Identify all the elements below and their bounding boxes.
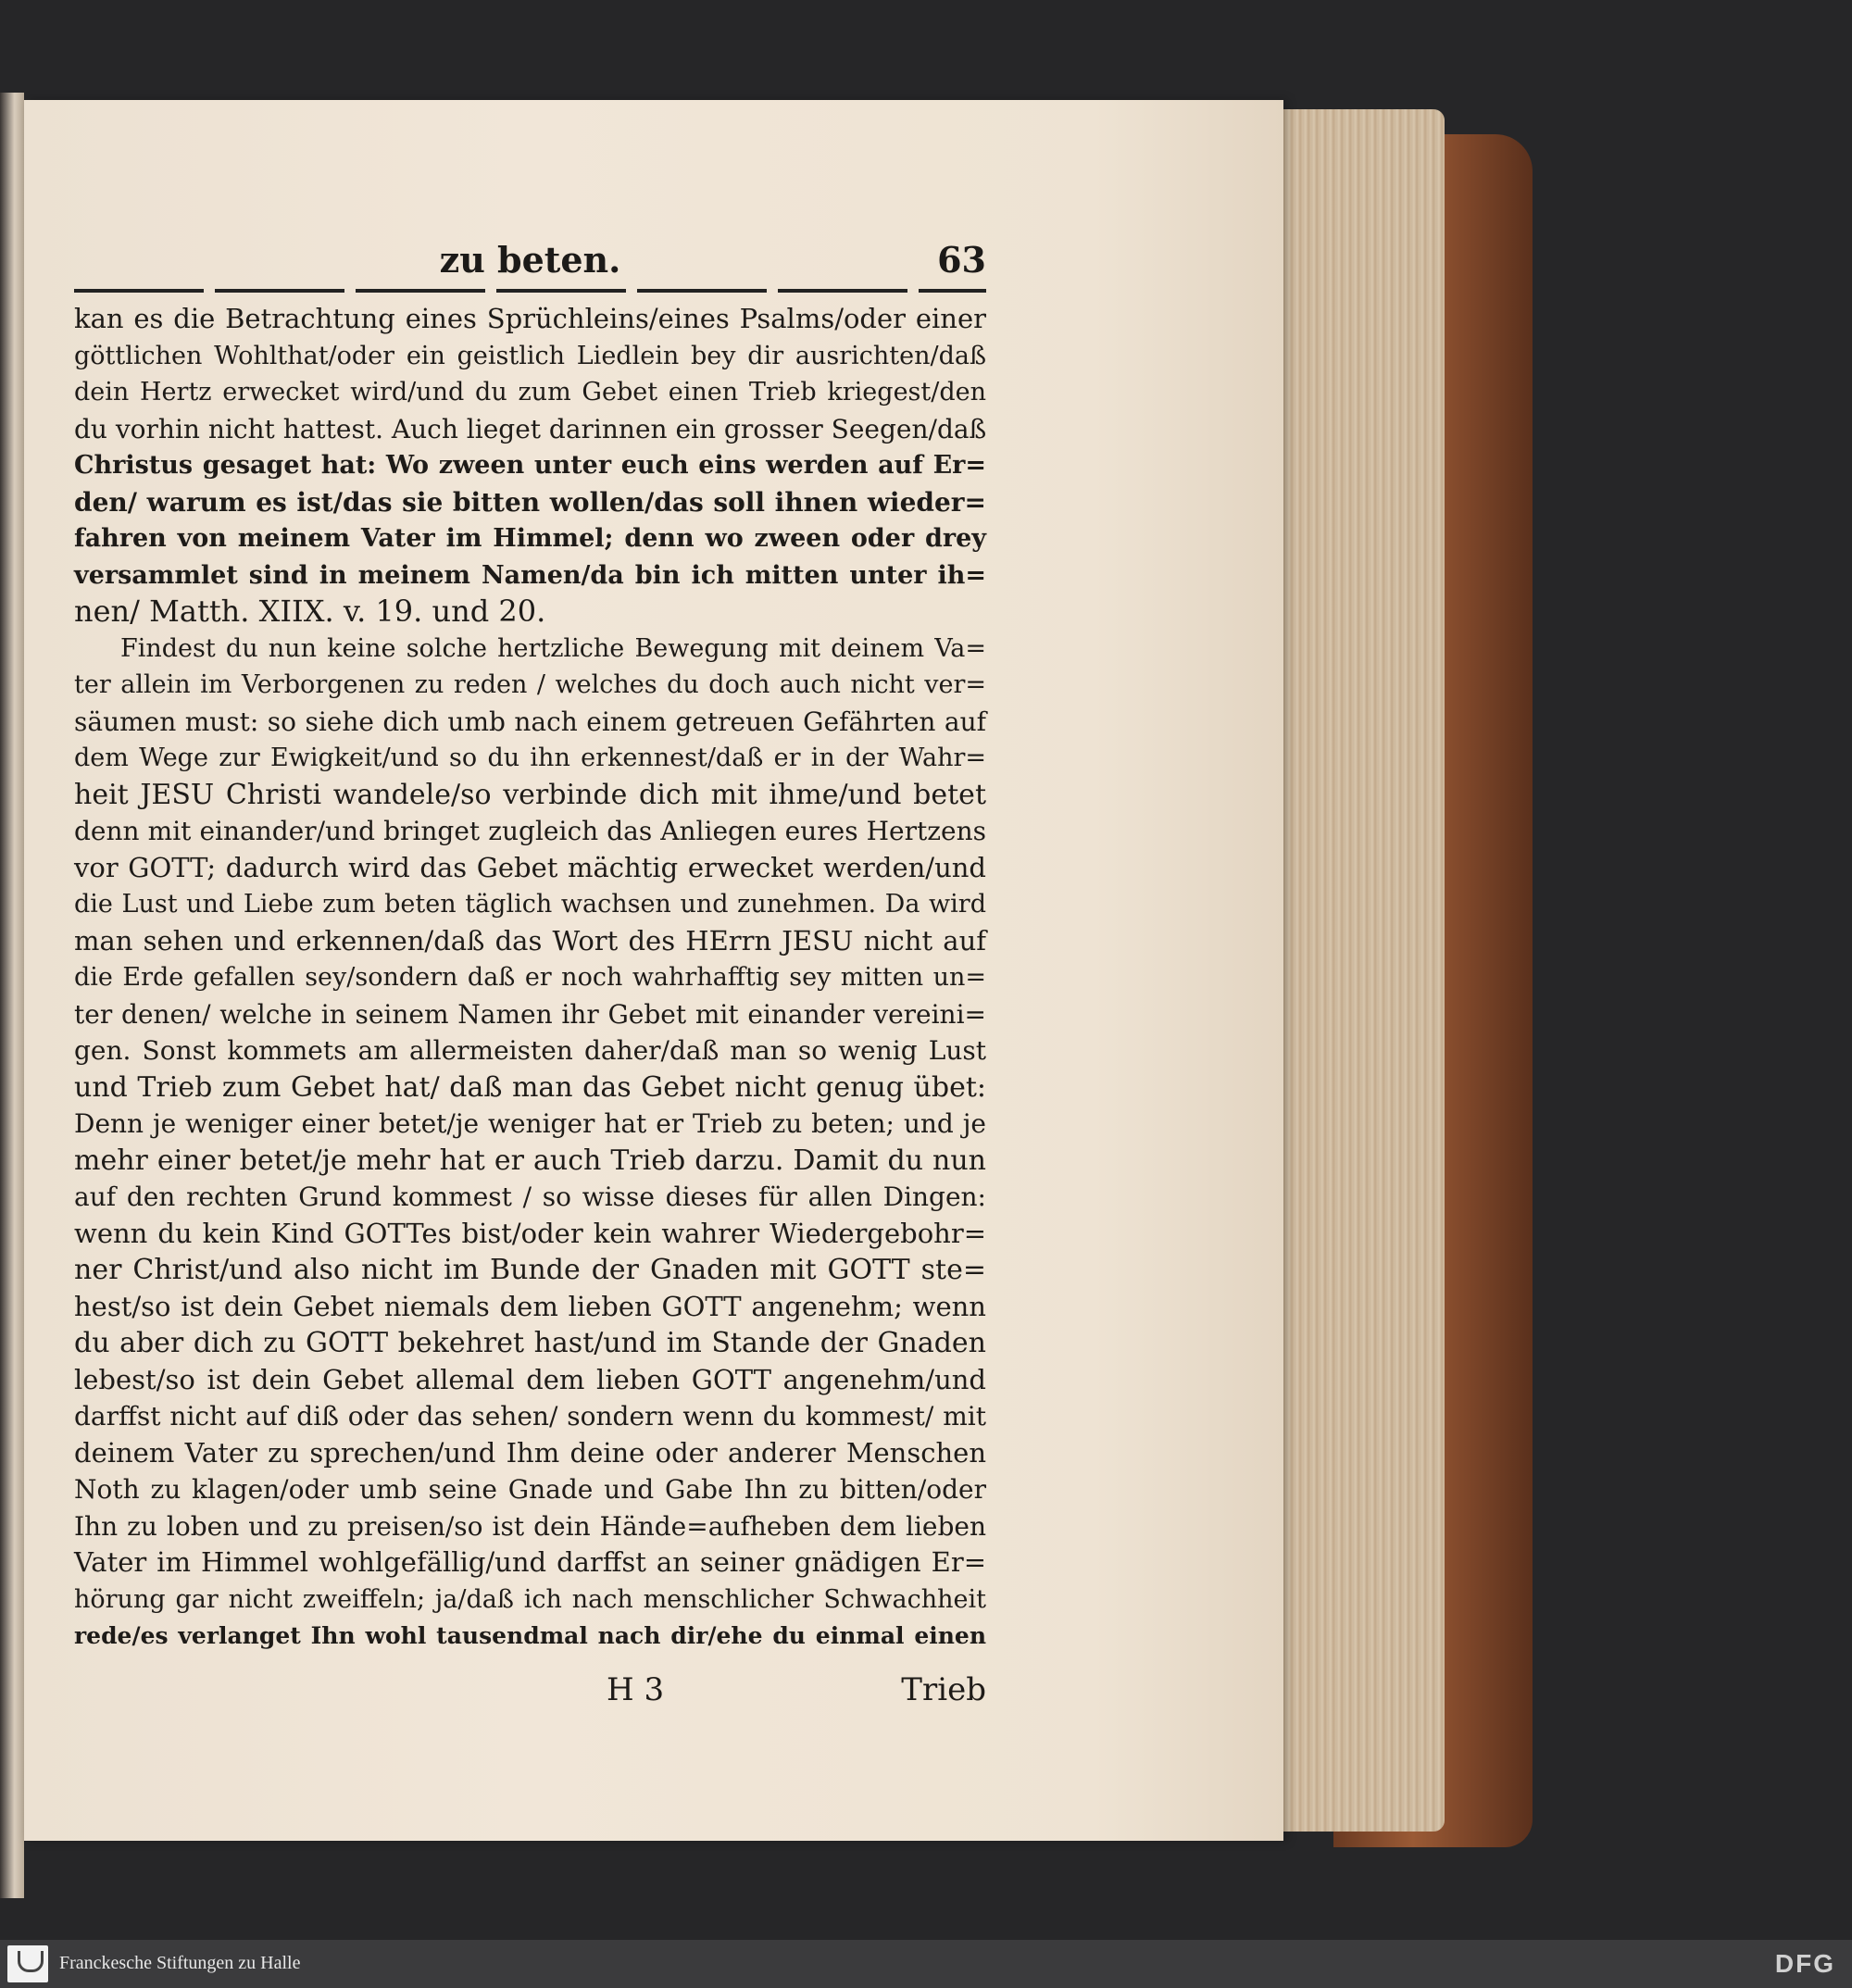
body-text: [74, 301, 986, 1655]
text-line: und Trieb zum Gebet hat/ daß man das Gebet nicht genug übet:: [74, 1070, 986, 1104]
text-line: du aber dich zu GOTT bekehret hast/und im Stande der Gnaden: [74, 1327, 986, 1359]
header-rule: [74, 289, 986, 293]
viewer-footer: [0, 1940, 1852, 1988]
text-line: den/ warum es ist/das sie bitten wollen/das soll ihnen wieder=: [74, 486, 986, 518]
running-title: zu beten.: [439, 239, 621, 281]
text-line: ter denen/ welche in seinem Namen ihr Gebet mit einander vereini=: [74, 998, 986, 1030]
text-line: darffst nicht auf diß oder das sehen/ sondern wenn du kommest/ mit: [74, 1401, 986, 1432]
text-line: dem Wege zur Ewigkeit/und so du ihn erkennest/daß er in der Wahr=: [74, 744, 986, 772]
text-line: Findest du nun keine solche hertzliche Bewegung mit deinem Va=: [120, 633, 986, 663]
text-line: göttlichen Wohlthat/oder ein geistlich Liedlein bey dir ausrichten/daß: [74, 341, 986, 370]
text-line: fahren von meinem Vater im Himmel; denn wo zween oder drey: [74, 524, 986, 553]
text-line: mehr einer betet/je mehr hat er auch Trieb darzu. Damit du nun: [74, 1144, 986, 1177]
text-line: vor GOTT; dadurch wird das Gebet mächtig erwecket werden/und: [74, 851, 986, 883]
text-line: Ihn zu loben und zu preisen/so ist dein Hände=aufheben dem lieben: [74, 1510, 986, 1542]
page-signature-line: [74, 1671, 986, 1712]
text-line: kan es die Betrachtung eines Sprüchleins/eines Psalms/oder einer: [74, 303, 986, 334]
text-line: Noth zu klagen/oder umb seine Gnade und Gabe Ihn zu bitten/oder: [74, 1474, 986, 1505]
page-fore-edge: [1278, 109, 1445, 1832]
text-line: denn mit einander/und bringet zugleich das Anliegen eures Hertzens: [74, 816, 986, 846]
text-line: auf den rechten Grund kommest / so wisse dieses für allen Dingen:: [74, 1182, 986, 1212]
signature-mark: H 3: [607, 1671, 665, 1708]
text-line: lebest/so ist dein Gebet allemal dem lieben GOTT angenehm/und: [74, 1363, 986, 1395]
text-line: wenn du kein Kind GOTTes bist/oder kein wahrer Wiedergebohr=: [74, 1217, 986, 1249]
text-line: versammlet sind in meinem Namen/da bin ich mitten unter ih=: [74, 560, 986, 590]
text-line: dein Hertz erwecket wird/und du zum Gebet einen Trieb kriegest/den: [74, 378, 986, 406]
text-line: hest/so ist dein Gebet niemals dem lieben GOTT angenehm; wenn: [74, 1290, 986, 1322]
text-line: deinem Vater zu sprechen/und Ihm deine oder anderer Menschen: [74, 1436, 986, 1469]
page-number: 63: [937, 239, 986, 281]
text-line: ner Christ/und also nicht im Bunde der Gnaden mit GOTT ste=: [74, 1254, 986, 1286]
dfg-logo: DFG: [1774, 1949, 1835, 1978]
text-line: die Lust und Liebe zum beten täglich wachsen und zunehmen. Da wird: [74, 890, 986, 919]
catchword: Trieb: [901, 1671, 986, 1708]
institution-name: Franckesche Stiftungen zu Halle: [59, 1953, 301, 1973]
text-line: ter allein im Verborgenen zu reden / welches du doch auch nicht ver=: [74, 670, 986, 699]
text-line: Vater im Himmel wohlgefällig/und darffst an seiner gnädigen Er=: [74, 1546, 986, 1578]
text-line: nen/ Matth. XIIX. v. 19. und 20.: [74, 594, 546, 629]
text-line: man sehen und erkennen/daß das Wort des HErrn JESU nicht auf: [74, 924, 986, 956]
page-header: [74, 231, 986, 287]
text-line: Denn je weniger einer betet/je weniger hat er Trieb zu beten; und je: [74, 1108, 986, 1139]
facing-page-edge: [0, 93, 24, 1898]
text-line: gen. Sonst kommets am allermeisten daher/daß man so wenig Lust: [74, 1035, 986, 1066]
text-line: rede/es verlanget Ihn wohl tausendmal nach dir/ehe du einmal einen: [74, 1622, 986, 1649]
text-line: Christus gesaget hat: Wo zween unter euch eins werden auf Er=: [74, 451, 986, 480]
text-line: säumen must: so siehe dich umb nach einem getreuen Gefährten auf: [74, 706, 986, 737]
text-line: heit JESU Christi wandele/so verbinde dich mit ihme/und betet: [74, 778, 986, 811]
institution-logo-icon: [7, 1945, 48, 1982]
text-line: du vorhin nicht hattest. Auch lieget darinnen ein grosser Seegen/daß: [74, 413, 987, 444]
text-line: die Erde gefallen sey/sondern daß er noch wahrhafftig sey mitten un=: [74, 963, 986, 992]
text-line: hörung gar nicht zweiffeln; ja/daß ich nach menschlicher Schwachheit: [74, 1584, 986, 1614]
